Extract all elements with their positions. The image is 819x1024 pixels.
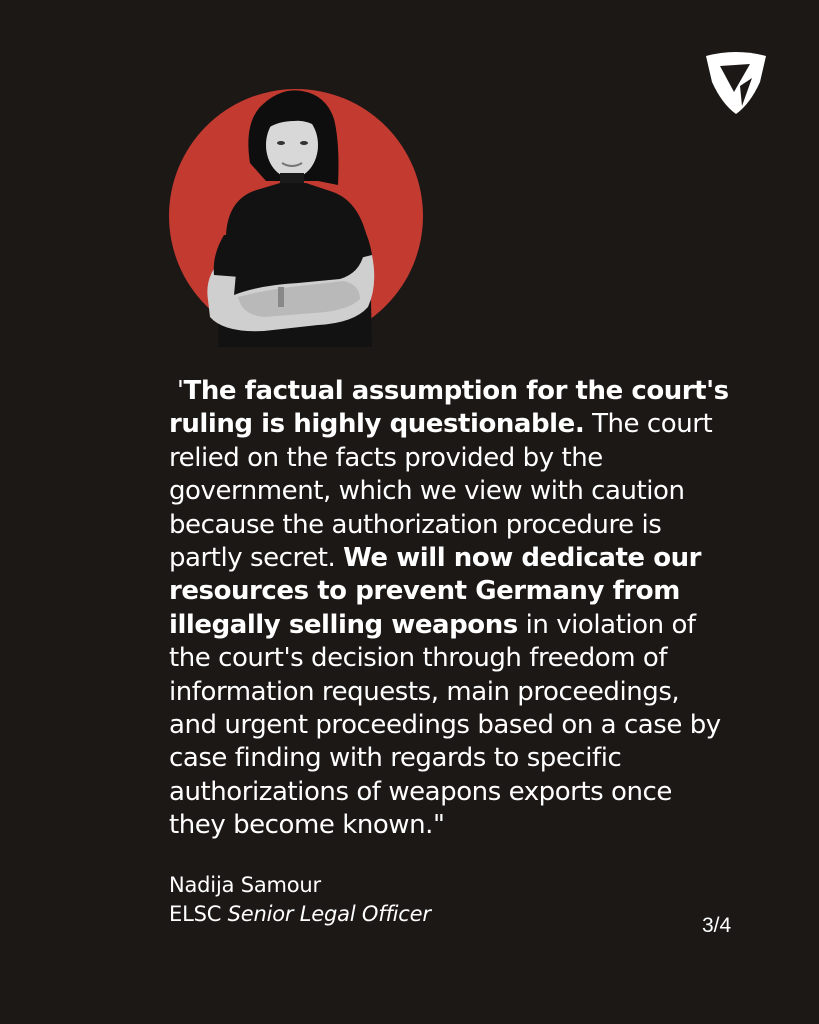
quote-text-1: The court relied on the facts provided by the government, which we view with caution because the authorization procedure is partly secret. xyxy=(169,409,713,574)
quote-bold-1: The factual assumption for the court's ruling is highly questionable. xyxy=(169,376,729,440)
quote-open-mark: ' xyxy=(176,376,184,406)
portrait-photo xyxy=(168,85,428,347)
quote-text-2: in violation of the court's decision through freedom of information requests, main proceedings, and urgent proceedings based on a case by case finding with regards to specific authorizations of weapons exports once they become known." xyxy=(169,609,721,841)
shield-logo-icon xyxy=(700,48,772,116)
page-indicator: 3/4 xyxy=(702,914,732,937)
speaker-org: ELSC xyxy=(169,902,222,926)
speaker-attribution xyxy=(169,871,431,929)
speaker-role: Senior Legal Officer xyxy=(227,902,431,926)
quote-bold-2: We will now dedicate our resources to prevent Germany from illegally selling weapons xyxy=(169,543,702,640)
quote-text xyxy=(169,375,729,843)
speaker-name: Nadija Samour xyxy=(169,873,321,897)
speaker-title xyxy=(169,900,431,929)
